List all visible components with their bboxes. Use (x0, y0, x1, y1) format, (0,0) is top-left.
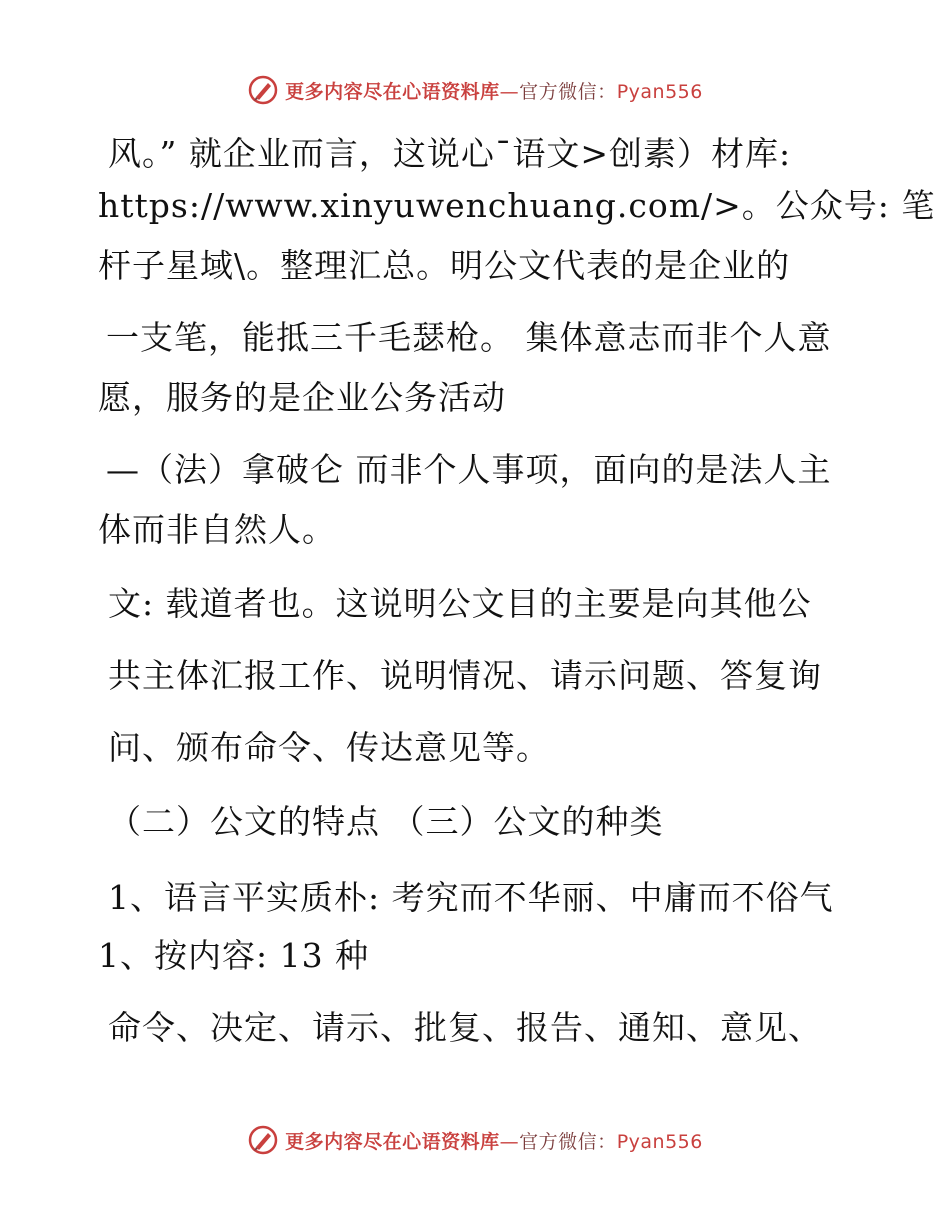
footer-official-label: 官方微信： (519, 1130, 617, 1153)
body-line-13: 1、按内容: 13 种 (98, 936, 370, 975)
header-dash: — (499, 80, 520, 103)
footer-wechat-handle: Pyan556 (616, 1130, 703, 1153)
footer-banner (0, 1118, 950, 1162)
body-line-6: —（法）拿破仑 而非个人事项，面向的是法人主 (106, 450, 832, 489)
body-line-8: 文: 载道者也。这说明公文目的主要是向其他公 (108, 584, 812, 623)
header-wechat-handle: Pyan556 (616, 80, 703, 103)
body-line-2: https://www.xinyuwenchuang.com/>。公众号: 笔 (98, 186, 936, 225)
header-official-label: 官方微信： (519, 80, 617, 103)
body-line-11: （二）公文的特点 （三）公文的种类 (108, 802, 664, 841)
footer-brand: 更多内容尽在心语资料库 (285, 1130, 500, 1153)
body-line-3: 杆子星域\。整理汇总。明公文代表的是企业的 (98, 246, 791, 285)
body-line-7: 体而非自然人。 (98, 510, 336, 549)
body-line-9: 共主体汇报工作、说明情况、请示问题、答复询 (108, 656, 822, 695)
body-line-10: 问、颁布命令、传达意见等。 (108, 728, 550, 767)
body-line-4: 一支笔，能抵三千毛瑟枪。 集体意志而非个人意 (106, 318, 832, 357)
header-brand: 更多内容尽在心语资料库 (285, 80, 500, 103)
body-line-1: 风。” 就企业而言，这说心¯语文>创素）材库: (108, 134, 792, 173)
body-line-14: 命令、决定、请示、批复、报告、通知、意见、 (108, 1008, 822, 1047)
body-line-5: 愿，服务的是企业公务活动 (98, 378, 506, 417)
body-line-12: 1、语言平实质朴: 考究而不华丽、中庸而不俗气 (108, 878, 834, 917)
pen-logo-icon (247, 1124, 279, 1156)
footer-text (285, 1127, 703, 1154)
footer-dash: — (499, 1130, 520, 1153)
